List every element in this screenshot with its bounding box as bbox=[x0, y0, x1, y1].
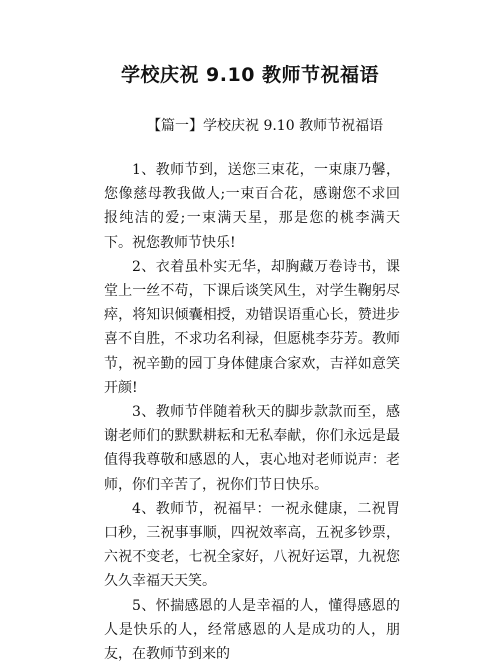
section-heading: 【篇一】学校庆祝 9.10 教师节祝福语 bbox=[147, 118, 384, 134]
paragraph-5: 5、怀揣感恩的人是幸福的人，懂得感恩的人是快乐的人，经常感恩的人是成功的人，朋友，在教师节到来的 bbox=[104, 597, 400, 663]
paragraph-2: 2、衣着虽朴实无华，却胸藏万卷诗书，课堂上一丝不苟，下课后谈笑风生，对学生鞠躬尽瘁，将知识倾囊相授，劝错误语重心长，赞进步喜不自胜，不求功名利禄，但愿桃李芬芳。教师节，祝辛勤的园丁身体健康合家欢，吉祥如意笑开颜! bbox=[104, 258, 400, 396]
paragraph-1: 1、教师节到，送您三束花，一束康乃馨，您像慈母教我做人;一束百合花，感谢您不求回报纯洁的爱;一束满天星，那是您的桃李满天下。祝您教师节快乐! bbox=[104, 162, 400, 251]
document-title: 学校庆祝 9.10 教师节祝福语 bbox=[120, 64, 380, 86]
paragraph-3: 3、教师节伴随着秋天的脚步款款而至，感谢老师们的默默耕耘和无私奉献，你们永远是最值得我尊敬和感恩的人，衷心地对老师说声：老师，你们辛苦了，祝你们节日快乐。 bbox=[104, 404, 400, 493]
document-body bbox=[104, 158, 400, 666]
paragraph-4: 4、教师节，祝福早：一祝永健康，二祝胃口秒，三祝事事顺，四祝效率高，五祝多钞票，六祝不变老，七祝全家好，八祝好运罩，九祝您久久幸福天天笑。 bbox=[104, 500, 400, 590]
